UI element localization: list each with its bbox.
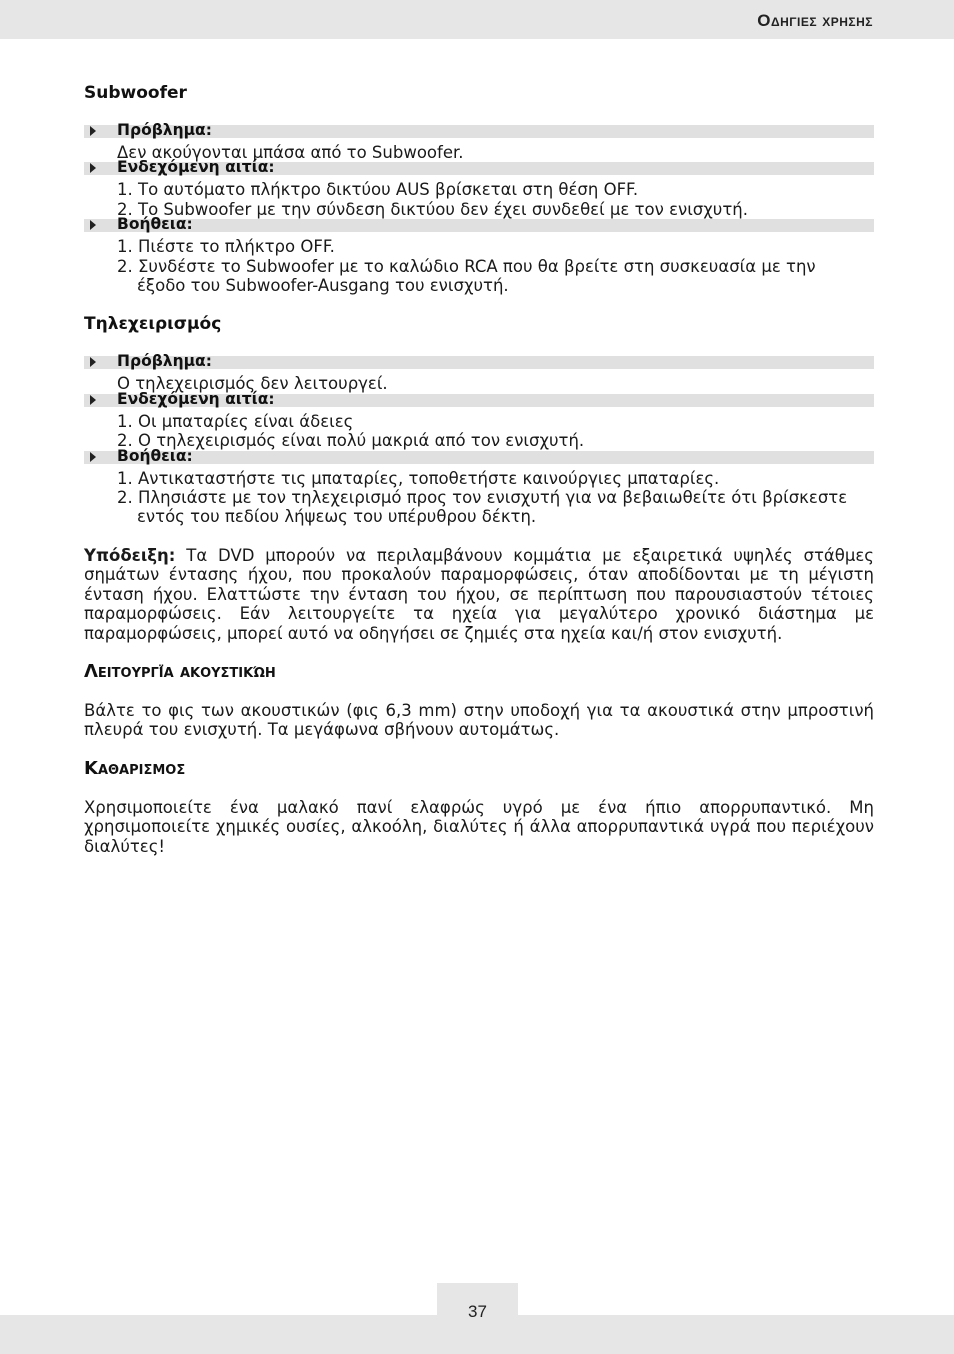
problem-text: Ο τηλεχειρισμός δεν λειτουργεί. — [117, 374, 388, 394]
section-heading-cleaning: Καθαρισμος — [84, 757, 186, 779]
problem-label-bar: Πρόβλημα: — [84, 125, 874, 138]
problem-label-bar: Πρόβλημα: — [84, 356, 874, 369]
cause-label-bar: Ενδεχόμενη αιτία: — [84, 162, 874, 175]
section-heading-subwoofer: Subwoofer — [84, 83, 187, 103]
help-item: 2. Πλησιάστε με τον τηλεχειρισμό προς τον ενισχυτή για να βεβαιωθείτε ότι βρίσκεστε εντός του πεδίου λήψεως του υπέρυθρου δέκτη. — [117, 488, 848, 527]
problem-text: Δεν ακούγονται μπάσα από το Subwoofer. — [117, 143, 464, 162]
cause-label-bar: Ενδεχόμενη αιτία: — [84, 394, 874, 407]
headphones-paragraph: Βάλτε το φις των ακουστικών (φις 6,3 mm) στην υποδοχή για τα ακουστικά στην μπροστινή πλευρά του ενισχυτή. Τα μεγάφωνα σβήνουν αυτομάτως. — [84, 700, 874, 740]
header-title: Οδηγιες χρησης — [757, 11, 873, 30]
triangle-bullet-icon — [90, 220, 96, 230]
help-item: 1. Αντικαταστήστε τις μπαταρίες, τοποθετήστε καινούργιες μπαταρίες. — [117, 468, 720, 488]
triangle-bullet-icon — [90, 452, 96, 462]
help-label-bar: Βοήθεια: — [84, 219, 874, 232]
triangle-bullet-icon — [90, 395, 96, 405]
hint-paragraph: Υπόδειξη: Τα DVD μπορούν να περιλαμβάνουν κομμάτια με εξαιρετικά υψηλές στάθμες σημάτων έντασης ήχου, που προκαλούν παραμορφώσεις, όταν αποδίδονται με τη μέγιστη ένταση ήχου. Ελαττώστε την ένταση του ήχου, σε περίπτωση που παρουσιαστούν τέτοιες παραμορφώσεις. Εάν λειτουργείτε τα ηχεία για μεγαλύτερο χρονικό διάστημα με παραμορφώσεις, μπορεί αυτό να οδηγήσει σε ζημιές στα ηχεία και/ή στον ενισχυτή. — [84, 545, 874, 643]
page-content — [84, 82, 874, 856]
section-heading-headphones: Λειτουργΐα ακουστικώη — [84, 660, 276, 682]
triangle-bullet-icon — [90, 126, 96, 136]
help-item: 1. Πιέστε το πλήκτρο OFF. — [117, 237, 335, 257]
cleaning-paragraph: Χρησιμοποιείτε ένα μαλακό πανί ελαφρώς υγρό με ένα ήπιο απορρυπαντικό. Μη χρησιμοποιείτε χημικές ουσίες, αλκοόλη, διαλύτες ή άλλα απορρυπαντικά υγρά που περιέχουν διαλύτες! — [84, 797, 874, 856]
triangle-bullet-icon — [90, 357, 96, 367]
cause-item: 2. Ο τηλεχειρισμός είναι πολύ μακριά από τον ενισχυτή. — [117, 431, 585, 451]
page-number: 37 — [468, 1302, 487, 1321]
hint-label: Υπόδειξη: — [84, 545, 176, 565]
triangle-bullet-icon — [90, 163, 96, 173]
cause-item: 2. Το Subwoofer με την σύνδεση δικτύου δεν έχει συνδεθεί με τον ενισχυτή. — [117, 199, 748, 219]
cause-item: 1. Οι μπαταρίες είναι άδειες — [117, 411, 354, 431]
help-item: 2. Συνδέστε το Subwoofer με το καλώδιο RCA που θα βρείτε στη συσκευασία με την έξοδο του Subwoofer-Ausgang του ενισχυτή. — [117, 256, 816, 296]
cause-item: 1. Το αυτόματο πλήκτρο δικτύου AUS βρίσκεται στη θέση OFF. — [117, 180, 639, 200]
section-heading-remote: Τηλεχειρισμός — [84, 314, 222, 335]
header-bar — [0, 0, 954, 39]
help-label-bar: Βοήθεια: — [84, 451, 874, 464]
